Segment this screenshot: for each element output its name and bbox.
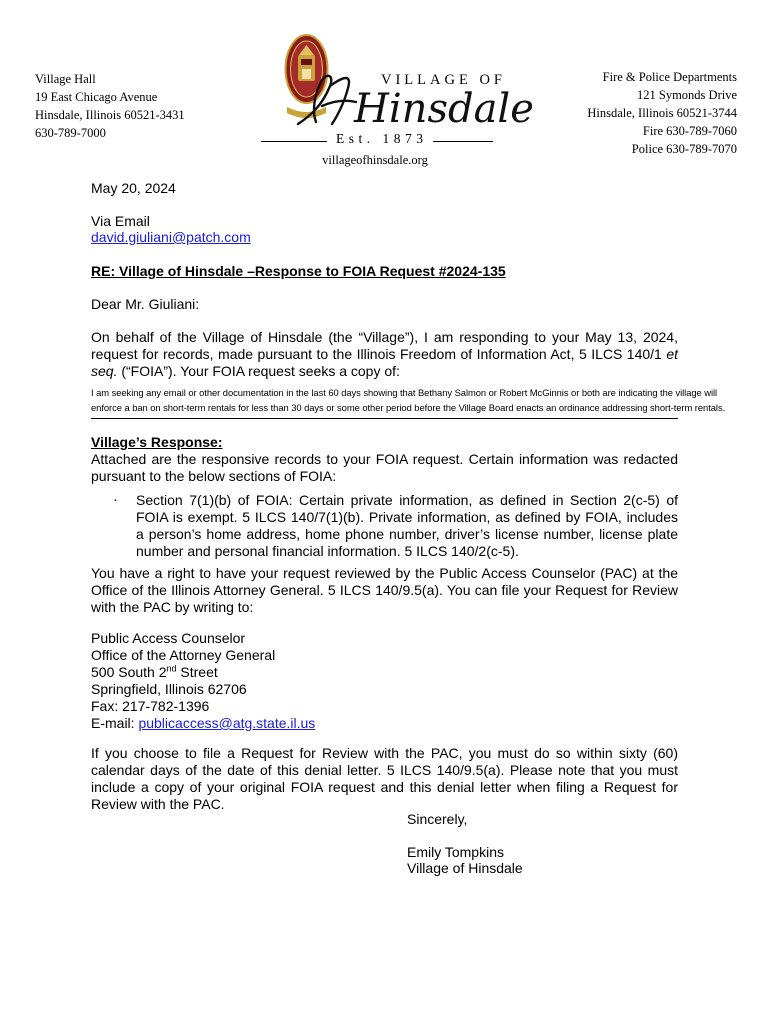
fire-police-address: [587, 68, 737, 158]
address-line: Hinsdale, Illinois 60521-3744: [587, 106, 737, 120]
village-hall-address: [35, 70, 185, 142]
phone-line: 630-789-7000: [35, 126, 106, 140]
address-line: Fire & Police Departments: [602, 70, 737, 84]
address-line: 121 Symonds Drive: [637, 88, 737, 102]
address-line: Hinsdale, Illinois 60521-3431: [35, 108, 185, 122]
pac-city: Springfield, Illinois 62706: [91, 681, 247, 697]
pac-email-link[interactable]: publicaccess@atg.state.il.us: [138, 715, 316, 731]
signer-name: Emily Tompkins: [407, 844, 504, 860]
review-rights-paragraph: You have a right to have your request reviewed by the Public Access Counselor (PAC) at the Office of the Illinois Attorney General. 5 ILCS 140/9.5(a). You can file your Request for Review with the PAC by writing to:: [91, 565, 678, 615]
street-number: 500 South 2: [91, 664, 167, 680]
pac-office: Office of the Attorney General: [91, 647, 276, 663]
letter-date: May 20, 2024: [91, 180, 176, 196]
pac-street: [91, 664, 315, 681]
request-divider: [91, 418, 678, 419]
logo-rule-right: [433, 141, 493, 142]
response-heading: Village’s Response:: [91, 434, 223, 450]
intro-et-seq: et seq.: [91, 346, 678, 379]
pac-fax: Fax: 217-782-1396: [91, 698, 210, 714]
exemption-bullet-text: Section 7(1)(b) of FOIA: Certain private information, as defined in Section 2(c-5) of FOIA is exempt. 5 ILCS 140/7(1)(b). Private information, as defined by FOIA, includes a person’s home address, home phone number, driver’s license number, license plate number and personal financial information. 5 ILCS 140/2(c-5).: [136, 492, 678, 559]
pac-name: Public Access Counselor: [91, 630, 246, 646]
logo-script-text: Hinsdale: [354, 86, 534, 132]
intro-text-end: (“FOIA”). Your FOIA request seeks a copy of:: [117, 363, 400, 379]
email-label: E-mail:: [91, 715, 139, 731]
hinsdale-script-logo: [292, 66, 534, 132]
re-subject-line: RE: Village of Hinsdale –Response to FOIA Request #2024-135: [91, 263, 506, 279]
street-suffix: nd: [166, 663, 177, 674]
address-line: Village Hall: [35, 72, 96, 86]
village-website: villageofhinsdale.org: [322, 153, 428, 167]
response-paragraph: Attached are the responsive records to your FOIA request. Certain information was redacted pursuant to the below sections of FOIA:: [91, 451, 678, 484]
phone-line: Police 630-789-7070: [631, 142, 737, 156]
address-line: 19 East Chicago Avenue: [35, 90, 158, 104]
pac-address: [91, 630, 315, 732]
intro-text: On behalf of the Village of Hinsdale (the “Village”), I am responding to your May 13, 2024, request for records, made pursuant to the Illinois Freedom of Information Act, 5 ILCS 140/1: [91, 329, 678, 362]
pac-email-row: [91, 715, 315, 732]
delivery-method: Via Email: [91, 213, 150, 229]
recipient-email-link[interactable]: david.giuliani@patch.com: [91, 229, 251, 245]
street-name: Street: [176, 664, 218, 680]
foia-request-line: I am seeking any email or other documentation in the last 60 days showing that Bethany Salmon or Robert McGinnis or both are indicating the village will: [91, 387, 718, 398]
signer-organization: Village of Hinsdale: [407, 860, 523, 876]
salutation: Dear Mr. Giuliani:: [91, 296, 200, 312]
logo-established: Est. 1873: [336, 131, 428, 146]
phone-line: Fire 630-789-7060: [642, 124, 737, 138]
signoff: Sincerely,: [407, 811, 468, 827]
bullet-point: ·: [113, 491, 118, 507]
closing-paragraph: If you choose to file a Request for Review with the PAC, you must do so within sixty (60) calendar days of the date of this denial letter. 5 ILCS 140/9.5(a). Please note that you must include a copy of your original FOIA request and this denial letter when filing a Request for Review with the PAC.: [91, 745, 678, 812]
intro-paragraph: [91, 329, 678, 380]
logo-rule-left: [261, 141, 327, 142]
foia-request-line: enforce a ban on short-term rentals for less than 30 days or some other period before the Village Board enacts an ordinance addressing short-term rentals.: [91, 402, 726, 413]
logo-village-of: VILLAGE OF: [381, 72, 506, 88]
